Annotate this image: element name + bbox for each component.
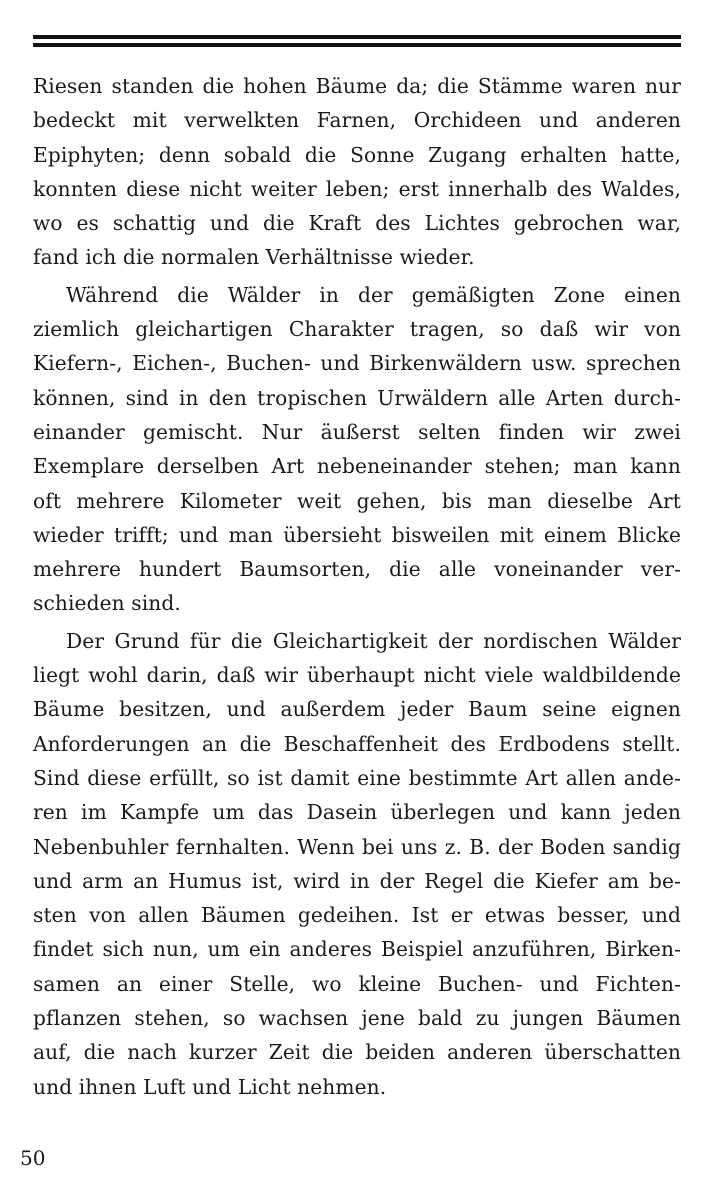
text-line: fand ich die normalen Verhältnisse wieder.: [33, 245, 475, 270]
paragraph: [33, 624, 681, 1104]
text-line: wo es schattig und die Kraft des Lichtes gebrochen war,: [33, 211, 681, 236]
text-line: Kiefern-, Eichen-, Buchen- und Birkenwäldern usw. sprechen: [33, 351, 681, 376]
text-line: ziemlich gleichartigen Charakter tragen, so daß wir von: [33, 317, 681, 342]
header-rule-top: [33, 35, 681, 39]
text-line: samen an einer Stelle, wo kleine Buchen- und Fichten-: [33, 971, 681, 996]
text-line: schieden sind.: [33, 591, 181, 616]
text-line: Während die Wälder in der gemäßigten Zone einen: [66, 282, 681, 307]
text-line: Anforderungen an die Beschaffenheit des Erdbodens stellt.: [33, 731, 681, 756]
text-line: bedeckt mit verwelkten Farnen, Orchideen und anderen: [33, 108, 681, 133]
body-text: [33, 69, 681, 1104]
text-line: einander gemischt. Nur äußerst selten finden wir zwei: [33, 419, 681, 444]
text-line: pflanzen stehen, so wachsen jene bald zu jungen Bäumen: [33, 1006, 681, 1031]
text-line: liegt wohl darin, daß wir überhaupt nicht viele waldbildende: [33, 663, 681, 688]
text-line: findet sich nun, um ein anderes Beispiel anzuführen, Birken-: [33, 937, 681, 962]
paragraph: [33, 69, 681, 275]
text-line: Der Grund für die Gleichartigkeit der nordischen Wälder: [66, 628, 681, 653]
text-line: konnten diese nicht weiter leben; erst innerhalb des Waldes,: [33, 176, 681, 201]
text-line: Nebenbuhler fernhalten. Wenn bei uns z. B. der Boden sandig: [33, 834, 681, 859]
text-line: Sind diese erfüllt, so ist damit eine bestimmte Art allen ande-: [33, 765, 681, 790]
text-line: oft mehrere Kilometer weit gehen, bis man dieselbe Art: [33, 488, 681, 513]
text-line: wieder trifft; und man übersieht bisweilen mit einem Blicke: [33, 522, 681, 547]
text-line: Riesen standen die hohen Bäume da; die Stämme waren nur: [33, 74, 681, 98]
header-rule-bottom: [33, 43, 681, 47]
text-line: auf, die nach kurzer Zeit die beiden anderen überschatten: [33, 1040, 681, 1065]
text-line: Bäume besitzen, und außerdem jeder Baum seine eignen: [33, 697, 681, 722]
text-line: und ihnen Luft und Licht nehmen.: [33, 1074, 387, 1099]
text-line: und arm an Humus ist, wird in der Regel die Kiefer am be-: [33, 868, 681, 893]
paragraph: [33, 278, 681, 621]
text-line: Exemplare derselben Art nebeneinander stehen; man kann: [33, 454, 681, 479]
text-line: sten von allen Bäumen gedeihen. Ist er etwas besser, und: [33, 903, 681, 928]
page-number: 50: [20, 1146, 46, 1170]
text-line: mehrere hundert Baumsorten, die alle voneinander ver-: [33, 557, 681, 582]
text-line: können, sind in den tropischen Urwäldern alle Arten durch-: [33, 385, 681, 410]
text-line: Epiphyten; denn sobald die Sonne Zugang erhalten hatte,: [33, 142, 681, 167]
text-line: ren im Kampfe um das Dasein überlegen und kann jeden: [33, 800, 681, 825]
